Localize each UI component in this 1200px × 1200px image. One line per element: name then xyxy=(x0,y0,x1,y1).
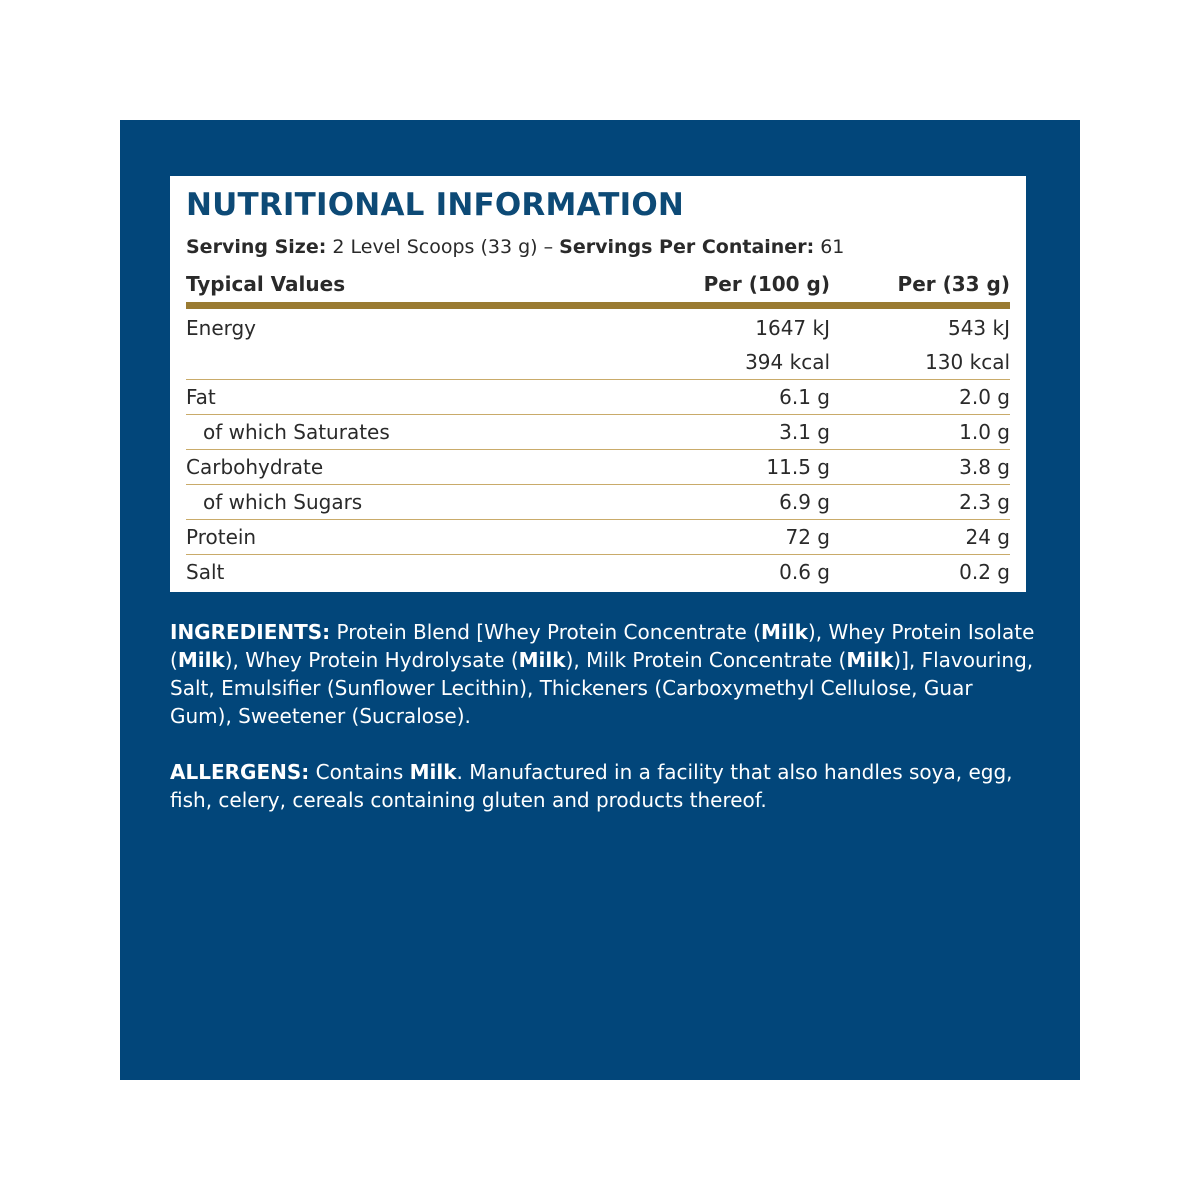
ingredients-part: )], Flavouring, Salt, Emulsifier (Sunflower Lecithin), Thickeners (Carboxymethyl Cellulose, Guar Gum), Sweetener (Sucralose). xyxy=(170,648,1034,728)
nutrient-name: Energy xyxy=(186,316,257,340)
milk-emphasis: Milk xyxy=(518,648,566,672)
nutrition-table-header xyxy=(186,266,1010,309)
serving-info xyxy=(186,234,1010,260)
value-per-100g: 0.6 g xyxy=(779,560,830,584)
column-header-per-100g: Per (100 g) xyxy=(703,272,830,296)
ingredients-part: ), Whey Protein Isolate ( xyxy=(170,620,1035,672)
nutrient-name: Protein xyxy=(186,525,257,549)
nutrient-name: of which Saturates xyxy=(203,420,390,444)
column-header-typical-values: Typical Values xyxy=(186,272,346,296)
value-per-100g: 6.9 g xyxy=(779,490,830,514)
table-row xyxy=(186,554,1010,589)
allergens-text xyxy=(170,758,1040,814)
column-header-per-33g: Per (33 g) xyxy=(897,272,1010,296)
nutrition-title: NUTRITIONAL INFORMATION xyxy=(186,187,685,223)
serving-size-value: 2 Level Scoops (33 g) xyxy=(332,236,538,258)
table-row xyxy=(186,484,1010,519)
allergens-label: ALLERGENS: xyxy=(170,760,310,784)
table-row xyxy=(186,519,1010,554)
value-per-100g: 3.1 g xyxy=(779,420,830,444)
nutrient-name: of which Sugars xyxy=(203,490,363,514)
value-per-100g: 11.5 g xyxy=(766,455,830,479)
nutrition-card xyxy=(170,176,1026,592)
table-row xyxy=(186,414,1010,449)
servings-per-container-label: Servings Per Container: xyxy=(559,236,815,258)
value-per-100g: 6.1 g xyxy=(779,385,830,409)
table-row xyxy=(186,345,1010,379)
product-info-panel xyxy=(120,120,1080,1080)
ingredients-part: ), Whey Protein Hydrolysate ( xyxy=(224,648,519,672)
ingredients-part: ), Milk Protein Concentrate ( xyxy=(565,648,847,672)
milk-emphasis: Milk xyxy=(761,620,808,644)
serving-separator: – xyxy=(543,236,554,258)
value-per-33g: 1.0 g xyxy=(959,420,1010,444)
servings-per-container-value: 61 xyxy=(820,236,845,258)
ingredients-text xyxy=(170,618,1040,730)
value-per-100g: 394 kcal xyxy=(745,350,830,374)
value-per-33g: 2.0 g xyxy=(959,385,1010,409)
value-per-33g: 24 g xyxy=(965,525,1010,549)
table-row xyxy=(186,311,1010,345)
value-per-33g: 0.2 g xyxy=(959,560,1010,584)
serving-size-label: Serving Size: xyxy=(186,236,327,258)
table-row xyxy=(186,449,1010,484)
milk-emphasis: Milk xyxy=(409,760,457,784)
allergens-part: . Manufactured in a facility that also handles soya, egg, fish, celery, cereals containing gluten and products thereof. xyxy=(170,760,1013,812)
ingredients-label: INGREDIENTS: xyxy=(170,620,331,644)
nutrient-name: Carbohydrate xyxy=(186,455,324,479)
table-row xyxy=(186,379,1010,414)
milk-emphasis: Milk xyxy=(177,648,225,672)
nutrient-name: Fat xyxy=(186,385,216,409)
milk-emphasis: Milk xyxy=(846,648,894,672)
ingredients-part: Protein Blend [Whey Protein Concentrate ( xyxy=(330,620,761,644)
nutrient-name: Salt xyxy=(186,560,225,584)
value-per-100g: 72 g xyxy=(785,525,830,549)
value-per-33g: 3.8 g xyxy=(959,455,1010,479)
value-per-33g: 2.3 g xyxy=(959,490,1010,514)
allergens-part: Contains xyxy=(309,760,410,784)
value-per-33g: 543 kJ xyxy=(947,316,1010,340)
value-per-100g: 1647 kJ xyxy=(755,316,830,340)
value-per-33g: 130 kcal xyxy=(925,350,1010,374)
